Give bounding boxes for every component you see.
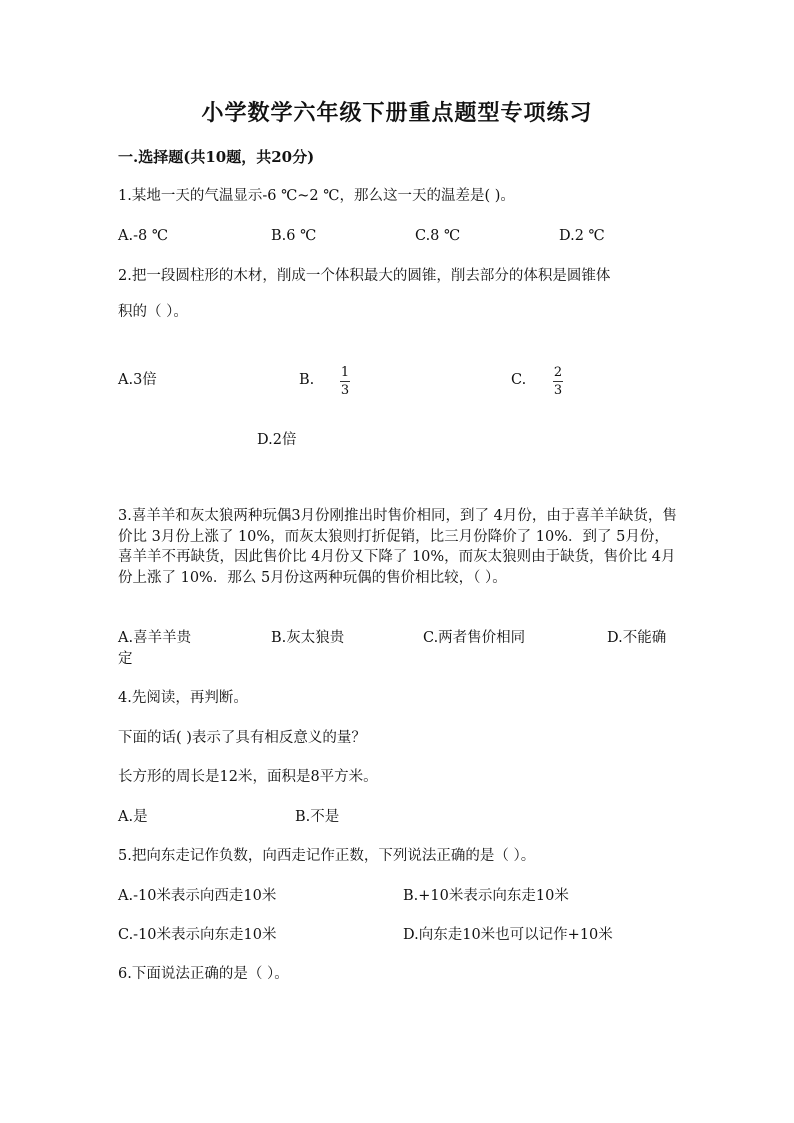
q3-option-a: A.喜羊羊贵 [118,630,192,646]
q1-option-a: A.-8 ℃ [118,228,169,244]
q2-option-b-fraction [340,365,350,398]
q4-option-a: A.是 [118,809,148,825]
q5-option-a: A.-10米表示向西走10米 [118,888,277,904]
q6-stem: 6.下面说法正确的是（ ）。 [118,966,289,982]
q4-stem: 4.先阅读，再判断。 [118,690,248,706]
q2-option-a: A.3倍 [118,372,157,388]
q4-line3: 长方形的周长是12米，面积是8平方米。 [118,769,378,785]
fraction-numerator: 2 [553,365,563,380]
q5-option-d: D.向东走10米也可以记作+10米 [403,927,613,943]
q4-option-b: B.不是 [295,809,340,825]
q3-option-d-line1: D.不能确 [607,630,667,646]
q2-option-c-label: C. [511,372,527,388]
q1-option-b: B.6 ℃ [271,228,317,244]
q2-option-d: D.2倍 [257,432,297,448]
section-heading: 一.选择题(共10题，共20分) [118,148,315,166]
q1-option-c: C.8 ℃ [415,228,461,244]
q1-option-d: D.2 ℃ [559,228,605,244]
fraction-denominator: 3 [340,383,350,398]
q2-stem-line2: 积的（ ）。 [118,304,188,320]
page-title: 小学数学六年级下册重点题型专项练习 [201,100,593,126]
q2-option-b-label: B. [299,372,315,388]
fraction-bar [340,381,350,382]
q4-line2: 下面的话( )表示了具有相反意义的量？ [118,730,366,746]
fraction-numerator: 1 [340,365,350,380]
q1-stem: 1.某地一天的气温显示-6 ℃~2 ℃，那么这一天的温差是( )。 [118,188,515,204]
fraction-denominator: 3 [553,383,563,398]
q3-stem: 3.喜羊羊和灰太狼两种玩偶3月份刚推出时售价相同，到了 4月份，由于喜羊羊缺货，售价比 3月份上涨了 10%，而灰太狼则打折促销，比三月份降价了 10%．到了 5月份，喜羊羊不再缺货，因此售价比 4月份又下降了 10%，而灰太狼则由于缺货，售价比 4月份上涨了 10%．那么 5月份这两种玩偶的售价相比较，（ ）。 [118,508,677,586]
q3-option-c: C.两者售价相同 [423,630,526,646]
fraction-bar [553,381,563,382]
q5-option-b: B.+10米表示向东走10米 [403,888,569,904]
q2-option-c-fraction [553,365,563,398]
q5-stem: 5.把向东走记作负数，向西走记作正数，下列说法正确的是（ ）。 [118,848,536,864]
q2-stem-line1: 2.把一段圆柱形的木材，削成一个体积最大的圆锥，削去部分的体积是圆锥体 [118,268,611,284]
q3-option-b: B.灰太狼贵 [271,630,345,646]
q5-option-c: C.-10米表示向东走10米 [118,927,277,943]
q3-option-d-line2: 定 [118,651,133,667]
